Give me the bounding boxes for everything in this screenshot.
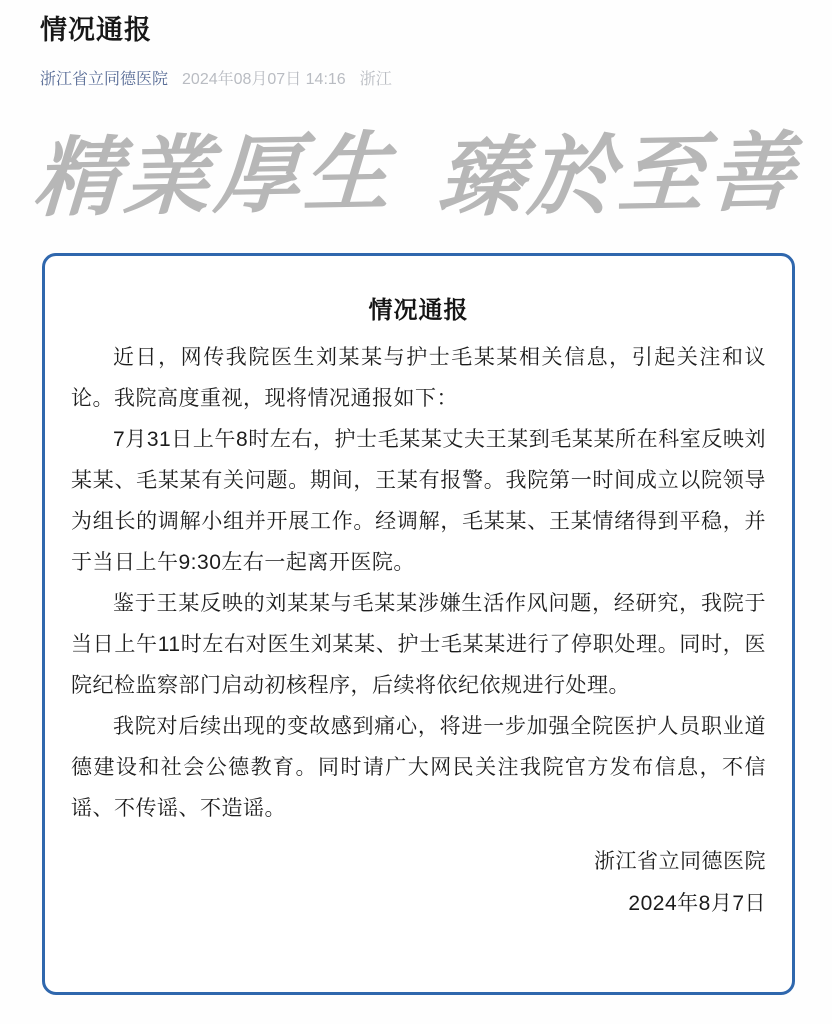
notice-date: 2024年8月7日 [628, 892, 766, 916]
notice-signature: 浙江省立同德医院 [594, 850, 766, 874]
notice-paragraph-4: 我院对后续出现的变故感到痛心，将进一步加强全院医护人员职业道德建设和社会公德教育。同时请广大网民关注我院官方发布信息，不信谣、不传谣、不造谣。 [71, 715, 766, 821]
notice-title: 情况通报 [368, 297, 469, 325]
calligraphy-banner [31, 115, 801, 237]
notice-body [71, 337, 766, 829]
publish-datetime: 2024年08月07日 14:16 [182, 71, 346, 89]
notice-card [42, 253, 795, 995]
calligraphy-motto-right: 臻於至善 [435, 124, 801, 228]
article-meta [40, 66, 832, 89]
calligraphy-motto-left: 精業厚生 [31, 124, 397, 228]
notice-paragraph-2: 7月31日上午8时左右，护士毛某某丈夫王某到毛某某所在科室反映刘某某、毛某某有关问题。期间，王某有报警。我院第一时间成立以院领导为组长的调解小组并开展工作。经调解，毛某某、王某情绪得到平稳，并于当日上午9:30左右一起离开医院。 [71, 428, 766, 575]
page-title: 情况通报 [40, 15, 152, 45]
signature-block [71, 841, 766, 925]
publish-location: 浙江 [359, 71, 392, 89]
notice-paragraph-3: 鉴于王某反映的刘某某与毛某某涉嫌生活作风问题，经研究，我院于当日上午11时左右对医生刘某某、护士毛某某进行了停职处理。同时，医院纪检监察部门启动初核程序，后续将依纪依规进行处理。 [71, 592, 766, 698]
notice-paragraph-1: 近日，网传我院医生刘某某与护士毛某某相关信息，引起关注和议论。我院高度重视，现将情况通报如下： [71, 346, 766, 411]
source-account-link[interactable]: 浙江省立同德医院 [40, 71, 169, 89]
